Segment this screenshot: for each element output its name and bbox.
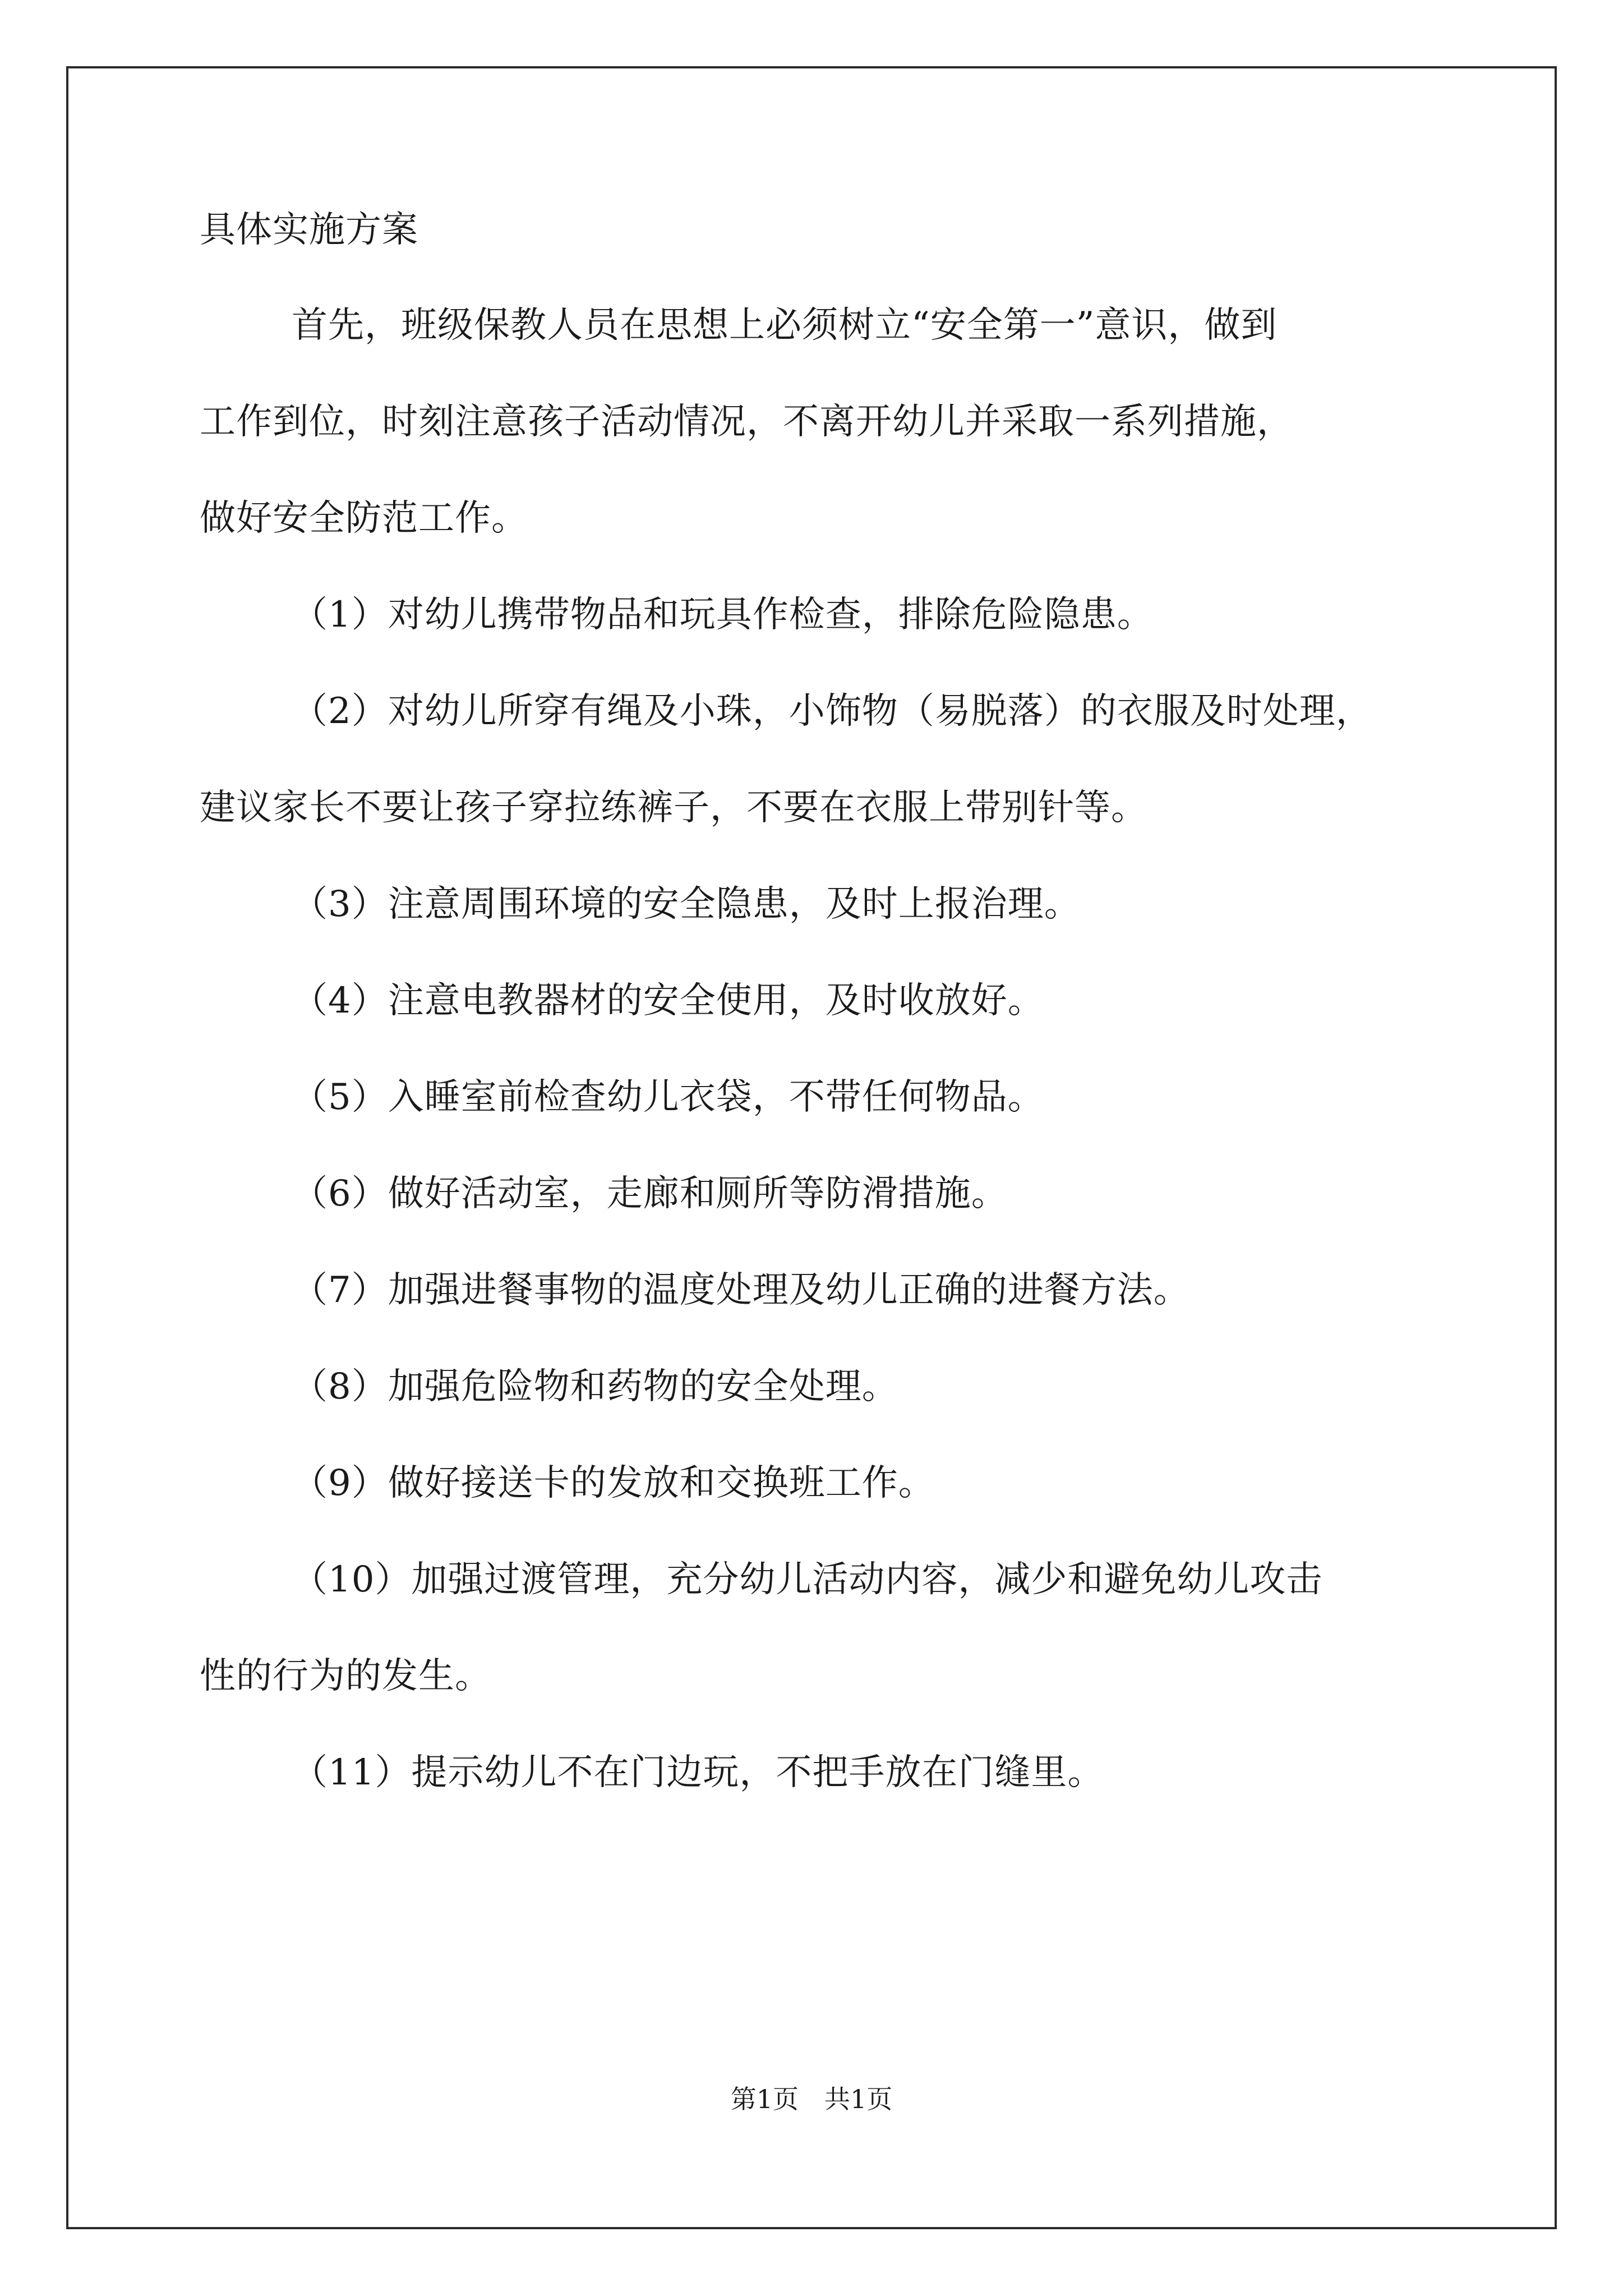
list-item: （3）注意周围环境的安全隐患，及时上报治理。	[292, 884, 1081, 925]
list-item-continuation: 建议家长不要让孩子穿拉练裤子，不要在衣服上带别针等。	[200, 787, 1147, 829]
list-item: （11）提示幼儿不在门边玩，不把手放在门缝里。	[292, 1752, 1104, 1793]
list-item: （9）做好接送卡的发放和交换班工作。	[292, 1462, 935, 1504]
list-item: （7）加强进餐事物的温度处理及幼儿正确的进餐方法。	[292, 1269, 1190, 1311]
paragraph-line: 首先，班级保教人员在思想上必须树立“安全第一”意识，做到	[292, 305, 1278, 346]
list-item-continuation: 性的行为的发生。	[200, 1655, 491, 1697]
list-item: （10）加强过渡管理，充分幼儿活动内容，减少和避免幼儿攻击	[292, 1559, 1323, 1600]
list-item: （1）对幼儿携带物品和玩具作检查，排除危险隐患。	[292, 594, 1154, 636]
page-number: 第1页 共1页	[730, 2084, 893, 2114]
paragraph-line: 工作到位，时刻注意孩子活动情况，不离开幼儿并采取一系列措施，	[200, 401, 1293, 443]
list-item: （5）入睡室前检查幼儿衣袋，不带任何物品。	[292, 1076, 1044, 1118]
list-item: （6）做好活动室，走廊和厕所等防滑措施。	[292, 1173, 1008, 1214]
document-heading: 具体实施方案	[200, 209, 418, 251]
list-item: （2）对幼儿所穿有绳及小珠，小饰物（易脱落）的衣服及时处理，	[292, 691, 1372, 732]
page-border	[66, 66, 1557, 2229]
paragraph-line: 做好安全防范工作。	[200, 498, 528, 539]
list-item: （4）注意电教器材的安全使用，及时收放好。	[292, 980, 1044, 1022]
list-item: （8）加强危险物和药物的安全处理。	[292, 1366, 898, 1407]
